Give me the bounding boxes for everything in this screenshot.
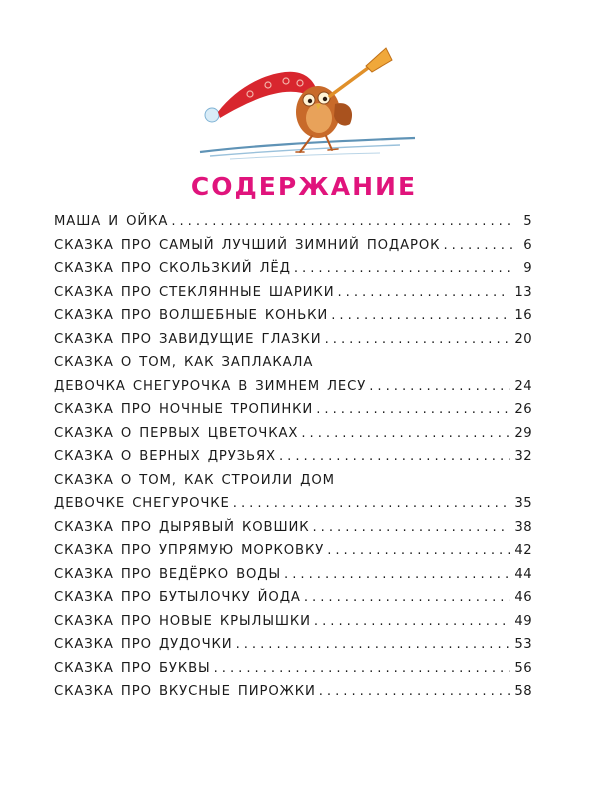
dot-leader [171,214,514,231]
toc-entry[interactable] [54,308,532,325]
dot-leader [369,379,510,396]
toc-entry-title: СКАЗКА ПРО УПРЯМУЮ МОРКОВКУ [54,543,325,558]
toc-entry[interactable] [54,684,532,701]
toc-entry-page: 49 [514,613,532,629]
toc-entry[interactable] [54,214,532,231]
toc-entry[interactable] [54,449,532,466]
toc-entry-page: 46 [514,590,532,605]
toc-entry-title: СКАЗКА ПРО БУТЫЛОЧКУ ЙОДА [54,590,301,605]
toc-entry-title: СКАЗКА ПРО САМЫЙ ЛУЧШИЙ ЗИМНИЙ ПОДАРОК [54,237,441,253]
toc-entry[interactable] [54,614,532,631]
toc-entry-title: СКАЗКА ПРО ВЕДЁРКО ВОДЫ [54,566,282,582]
toc-entry[interactable] [54,661,532,678]
toc-entry-page: 56 [514,660,532,676]
table-of-contents [54,214,532,708]
toc-entry-title: СКАЗКА ПРО БУКВЫ [54,660,211,676]
dot-leader [327,543,510,560]
toc-entry-page: 29 [514,425,532,441]
dot-leader [314,614,511,631]
owl-with-trumpet-icon [190,30,420,170]
toc-entry-title: СКАЗКА ПРО НОЧНЫЕ ТРОПИНКИ [54,402,314,417]
toc-entry[interactable] [54,520,532,537]
page-title: СОДЕРЖАНИЕ [190,172,418,201]
dot-leader [301,426,510,443]
dot-leader [325,332,511,349]
toc-entry-page: 58 [514,684,532,699]
dot-leader [284,567,510,584]
toc-entry-title: СКАЗКА ПРО ДЫРЯВЫЙ КОВШИК [54,519,310,535]
toc-entry-page: 6 [523,237,532,253]
toc-entry-title: СКАЗКА ПРО НОВЫЕ КРЫЛЫШКИ [54,613,311,629]
dot-leader [319,684,511,701]
dot-leader [279,449,510,466]
toc-entry[interactable] [54,543,532,560]
toc-entry-title: ДЕВОЧКЕ СНЕГУРОЧКЕ [54,496,230,511]
dot-leader [316,402,510,419]
toc-entry[interactable] [54,238,532,255]
toc-entry[interactable] [54,402,532,419]
toc-entry[interactable] [54,355,532,395]
toc-entry-title: СКАЗКА ПРО ВКУСНЫЕ ПИРОЖКИ [54,684,316,699]
toc-entry-title: СКАЗКА ПРО ВОЛШЕБНЫЕ КОНЬКИ [54,308,329,323]
toc-entry-title: СКАЗКА ПРО СКОЛЬЗКИЙ ЛЁД [54,261,291,276]
toc-entry-page: 38 [514,519,532,535]
dot-leader [214,661,511,678]
toc-entry-title: СКАЗКА О ПЕРВЫХ ЦВЕТОЧКАХ [54,425,299,441]
toc-entry-page: 9 [523,261,532,276]
toc-entry[interactable] [54,426,532,443]
toc-entry[interactable] [54,637,532,654]
toc-entry[interactable] [54,332,532,349]
toc-entry[interactable] [54,567,532,584]
toc-entry-title: СКАЗКА ПРО ЗАВИДУЩИЕ ГЛАЗКИ [54,331,322,347]
dot-leader [443,238,514,255]
toc-entry-title-line1: СКАЗКА О ТОМ, КАК СТРОИЛИ ДОМ [54,472,335,488]
dot-leader [304,590,511,607]
dot-leader [236,637,511,654]
toc-entry-page: 16 [514,308,532,323]
dot-leader [337,285,510,302]
toc-entry[interactable] [54,473,532,513]
toc-entry-page: 13 [514,284,532,300]
dot-leader [331,308,510,325]
toc-entry-title: СКАЗКА ПРО СТЕКЛЯННЫЕ ШАРИКИ [54,284,335,300]
toc-entry-page: 35 [514,496,532,511]
toc-entry[interactable] [54,590,532,607]
toc-entry-page: 26 [514,402,532,417]
toc-entry[interactable] [54,285,532,302]
toc-entry-page: 20 [514,331,532,347]
toc-entry-title: ДЕВОЧКА СНЕГУРОЧКА В ЗИМНЕМ ЛЕСУ [54,378,367,394]
dot-leader [312,520,510,537]
toc-entry-page: 42 [514,543,532,558]
toc-entry-title: СКАЗКА ПРО ДУДОЧКИ [54,637,233,652]
toc-entry-page: 53 [514,637,532,652]
dot-leader [294,261,514,278]
toc-entry[interactable] [54,261,532,278]
toc-entry-title: СКАЗКА О ВЕРНЫХ ДРУЗЬЯХ [54,449,276,464]
toc-entry-title-line1: СКАЗКА О ТОМ, КАК ЗАПЛАКАЛА [54,355,314,370]
toc-entry-page: 24 [514,378,532,394]
toc-entry-title: МАША И ОЙКА [54,214,169,229]
toc-entry-page: 32 [514,449,532,464]
dot-leader [233,496,511,513]
toc-entry-page: 5 [523,214,532,229]
toc-entry-page: 44 [514,566,532,582]
